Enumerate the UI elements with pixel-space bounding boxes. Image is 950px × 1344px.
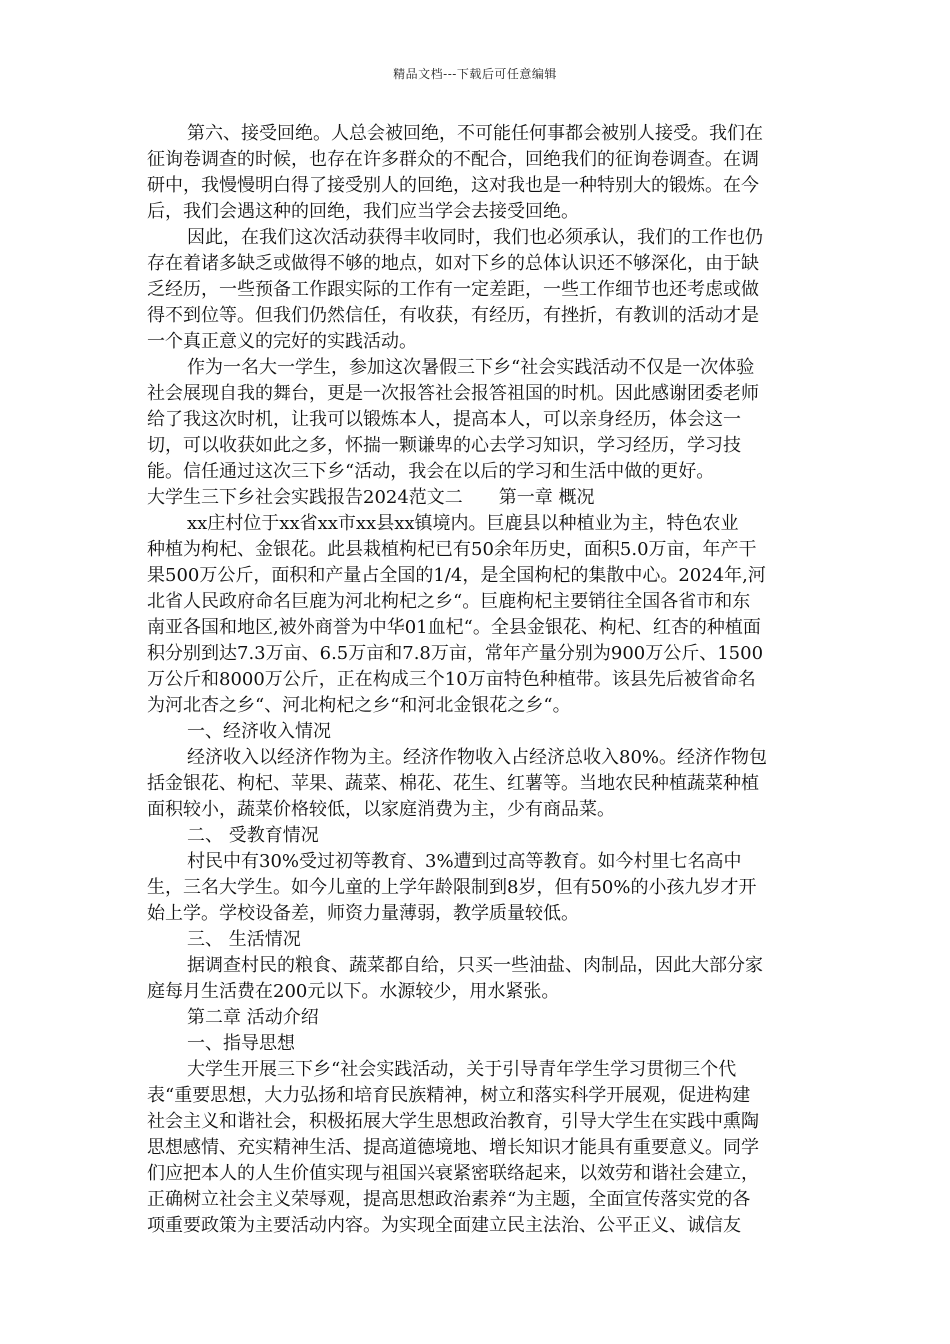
text-line: 村民中有30%受过初等教育、3%遭到过高等教育。如今村里七名高中 xyxy=(187,851,742,872)
text-line: 第六、接受回绝。人总会被回绝，不可能任何事都会被别人接受。我们在 xyxy=(187,123,763,144)
text-line: 庭每月生活费在200元以下。水源较少，用水紧张。 xyxy=(147,981,560,1002)
text-line: 切，可以收获如此之多，怀揣一颗谦卑的心去学习知识，学习经历，学习技 xyxy=(147,435,741,456)
text-line: 一、经济收入情况 xyxy=(187,721,331,742)
text-line: 二、 受教育情况 xyxy=(187,825,319,846)
text-line: 经济收入以经济作物为主。经济作物收入占经济总收入80%。经济作物包 xyxy=(187,747,768,768)
text-line: 南亚各国和地区,被外商誉为中华01血杞“。全县金银花、枸杞、红杏的种植面 xyxy=(147,617,761,638)
document-body xyxy=(147,121,807,1239)
text-line: 作为一名大一学生，参加这次暑假三下乡“社会实践活动不仅是一次体验 xyxy=(187,357,755,378)
text-line: 括金银花、枸杞、苹果、蔬菜、棉花、花生、红薯等。当地农民种植蔬菜种植 xyxy=(147,773,759,794)
text-line: 三、 生活情况 xyxy=(187,929,301,950)
text-line: 面积较小，蔬菜价格较低，以家庭消费为主，少有商品菜。 xyxy=(147,799,615,820)
text-line: 给了我这次时机，让我可以锻炼本人，提高本人，可以亲身经历，体会这一 xyxy=(147,409,741,430)
text-line: 社会主义和谐社会，积极拓展大学生思想政治教育，引导大学生在实践中熏陶 xyxy=(147,1111,759,1132)
page-header: 精品文档---下载后可任意编辑 xyxy=(393,67,557,81)
text-line: 生，三名大学生。如今儿童的上学年龄限制到8岁，但有50%的小孩九岁才开 xyxy=(147,877,757,898)
text-line: 社会展现自我的舞台，更是一次报答社会报答祖国的时机。因此感谢团委老师 xyxy=(147,383,759,404)
text-line: 征询卷调查的时候，也存在许多群众的不配合，回绝我们的征询卷调查。在调 xyxy=(147,149,759,170)
text-line: 得不到位等。但我们仍然信任，有收获，有经历，有挫折，有教训的活动才是 xyxy=(147,305,759,326)
text-line: 项重要政策为主要活动内容。为实现全面建立民主法治、公平正义、诚信友 xyxy=(147,1215,741,1236)
text-line: 思想感情、充实精神生活、提高道德境地、增长知识才能具有重要意义。同学 xyxy=(147,1137,759,1158)
text-line: 因此，在我们这次活动获得丰收同时，我们也必须承认，我们的工作也仍 xyxy=(187,227,763,248)
text-line: 大学生三下乡社会实践报告2024范文二 第一章 概况 xyxy=(147,487,595,508)
text-line: 始上学。学校设备差，师资力量薄弱，教学质量较低。 xyxy=(147,903,579,924)
text-line: 果500万公斤，面积和产量占全国的1/4，是全国枸杞的集散中心。2024年,河 xyxy=(147,565,766,586)
text-line: 能。信任通过这次三下乡“活动，我会在以后的学习和生活中做的更好。 xyxy=(147,461,715,482)
text-line: 们应把本人的人生价值实现与祖国兴衰紧密联络起来，以效劳和谐社会建立， xyxy=(147,1163,759,1184)
text-line: 后，我们会遇这种的回绝，我们应当学会去接受回绝。 xyxy=(147,201,579,222)
text-line: 北省人民政府命名巨鹿为河北枸杞之乡“。巨鹿枸杞主要销往全国各省市和东 xyxy=(147,591,751,612)
text-line: 表“重要思想，大力弘扬和培育民族精神，树立和落实科学开展观，促进构建 xyxy=(147,1085,751,1106)
text-line: 积分别到达7.3万亩、6.5万亩和7.8万亩，常年产量分别为900万公斤、1500 xyxy=(147,643,764,664)
text-line: 一、指导思想 xyxy=(187,1033,295,1054)
text-line: 正确树立社会主义荣辱观，提高思想政治素养“为主题，全面宣传落实党的各 xyxy=(147,1189,751,1210)
text-line: 万公斤和8000万公斤，正在构成三个10万亩特色种植带。该县先后被省命名 xyxy=(147,669,756,690)
text-line: 存在着诸多缺乏或做得不够的地点，如对下乡的总体认识还不够深化，由于缺 xyxy=(147,253,759,274)
text-line: 第二章 活动介绍 xyxy=(187,1007,319,1028)
text-line: 研中，我慢慢明白得了接受别人的回绝，这对我也是一种特别大的锻炼。在今 xyxy=(147,175,759,196)
text-line: xx庄村位于xx省xx市xx县xx镇境内。巨鹿县以种植业为主，特色农业 xyxy=(187,513,739,534)
text-line: 据调查村民的粮食、蔬菜都自给，只买一些油盐、肉制品，因此大部分家 xyxy=(187,955,763,976)
text-line: 为河北杏之乡“、河北枸杞之乡“和河北金银花之乡“。 xyxy=(147,695,571,716)
text-line: 一个真正意义的完好的实践活动。 xyxy=(147,331,417,352)
text-line: 乏经历，一些预备工作跟实际的工作有一定差距，一些工作细节也还考虑或做 xyxy=(147,279,759,300)
text-line: 大学生开展三下乡“社会实践活动，关于引导青年学生学习贯彻三个代 xyxy=(187,1059,737,1080)
text-line: 种植为枸杞、金银花。此县栽植枸杞已有50余年历史，面积5.0万亩，年产干 xyxy=(147,539,757,560)
